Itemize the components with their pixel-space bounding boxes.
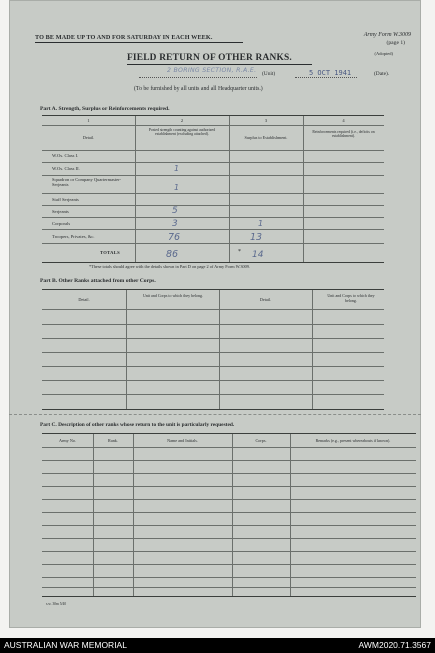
col-number-2: 2: [180, 118, 184, 123]
part-b-col-detail-1: Detail.: [78, 297, 90, 302]
col-header-reinforcements: Reinforcements required (i.e., deficits on establishment).: [312, 130, 375, 139]
army-form-sheet: [9, 0, 421, 628]
footer-institution: AUSTRALIAN WAR MEMORIAL: [4, 640, 127, 650]
row-detail-corporals: Corporals: [52, 221, 71, 226]
part-c-heading: Part C. Description of other ranks whose return to the unit is particularly requested.: [40, 422, 235, 428]
row-detail-wo-class-2: W.Os. Class II.: [52, 166, 80, 171]
date-stamp: 5 OCT 1941: [309, 69, 352, 77]
unit-label: (Unit): [262, 71, 276, 77]
page-label: (page 1): [386, 40, 405, 46]
archive-footer-bar: [0, 638, 435, 653]
col-number-1: 1: [87, 118, 90, 123]
col-number-4: 4: [342, 118, 345, 123]
part-b-table: [42, 289, 384, 410]
unit-dotted-line: [139, 77, 257, 78]
part-b-col-unit-1: Unit and Corps to which they belong.: [142, 293, 204, 298]
form-title: FIELD RETURN OF OTHER RANKS.: [127, 53, 292, 63]
adopted-label: (Adopted): [374, 51, 393, 56]
col-header-detail: Detail.: [82, 135, 95, 140]
value-posted-wo-class-2: 1: [174, 164, 180, 173]
part-c-table: [42, 433, 416, 597]
part-b-col-unit-2: Unit and Corps to which they belong.: [327, 293, 375, 303]
row-detail-quartermaster-serjeants: Squadron or Company Quartermaster-Serjeants: [52, 177, 122, 188]
totals-surplus: 14: [252, 250, 264, 260]
part-c-col-corps: Corps.: [255, 438, 267, 443]
part-b-col-detail-2: Detail.: [259, 297, 272, 302]
date-dotted-line: [295, 77, 357, 78]
part-a-heading: Part A. Strength, Surplus or Reinforcements required.: [40, 106, 170, 112]
totals-posted: 86: [166, 249, 179, 260]
top-note-underline: [35, 42, 243, 43]
top-note: TO BE MADE UP TO AND FOR SATURDAY IN EACH WEEK.: [35, 34, 213, 41]
part-c-col-remarks: Remarks (e.g., present whereabouts if known).: [315, 438, 391, 443]
value-posted-quartermaster: 1: [174, 183, 180, 192]
value-surplus-corporals: 1: [258, 219, 264, 228]
part-c-col-name: Name and Initials.: [167, 438, 198, 443]
col-header-posted: Posted strength counting against authorized establishment (excluding attached).: [148, 128, 216, 137]
row-detail-staff-serjeants: Staff Serjeants: [52, 197, 79, 202]
title-underline: [127, 64, 312, 65]
furnished-note: (To be furnished by all units and all Headquarter units.): [134, 86, 263, 92]
row-detail-wo-class-1: W.Os. Class I.: [52, 153, 79, 158]
part-c-col-army-no: Army No.: [59, 438, 76, 443]
row-detail-troopers: Troopers, Privates, &c.: [52, 234, 95, 239]
footer-accession-number: AWM2020.71.3567: [358, 640, 431, 650]
value-posted-corporals: 3: [172, 219, 178, 229]
perforation-line: [9, 414, 421, 415]
value-posted-troopers: 76: [168, 232, 181, 243]
totals-label: TOTALS: [100, 250, 121, 255]
print-code: s.w. 30m 5/40: [46, 602, 67, 606]
unit-value: 2 BORING SECTION, R.A.E.: [167, 67, 257, 74]
part-c-col-rank: Rank.: [108, 438, 118, 443]
row-detail-serjeants: Serjeants: [52, 209, 69, 214]
totals-note: *These totals should agree with the details shown in Part D on page 2 of Army Form W.3009.: [89, 264, 250, 269]
part-a-table: [42, 115, 384, 263]
totals-asterisk-surplus: *: [238, 249, 241, 255]
col-number-3: 3: [264, 118, 268, 123]
date-label: (Date).: [374, 71, 390, 77]
form-number: Army Form W.3009: [363, 32, 411, 38]
part-b-heading: Part B. Other Ranks attached from other Corps.: [40, 278, 156, 284]
value-posted-serjeants: 5: [172, 206, 178, 216]
col-header-surplus: Surplus to Establishment.: [244, 135, 288, 140]
value-surplus-troopers: 13: [250, 232, 263, 243]
